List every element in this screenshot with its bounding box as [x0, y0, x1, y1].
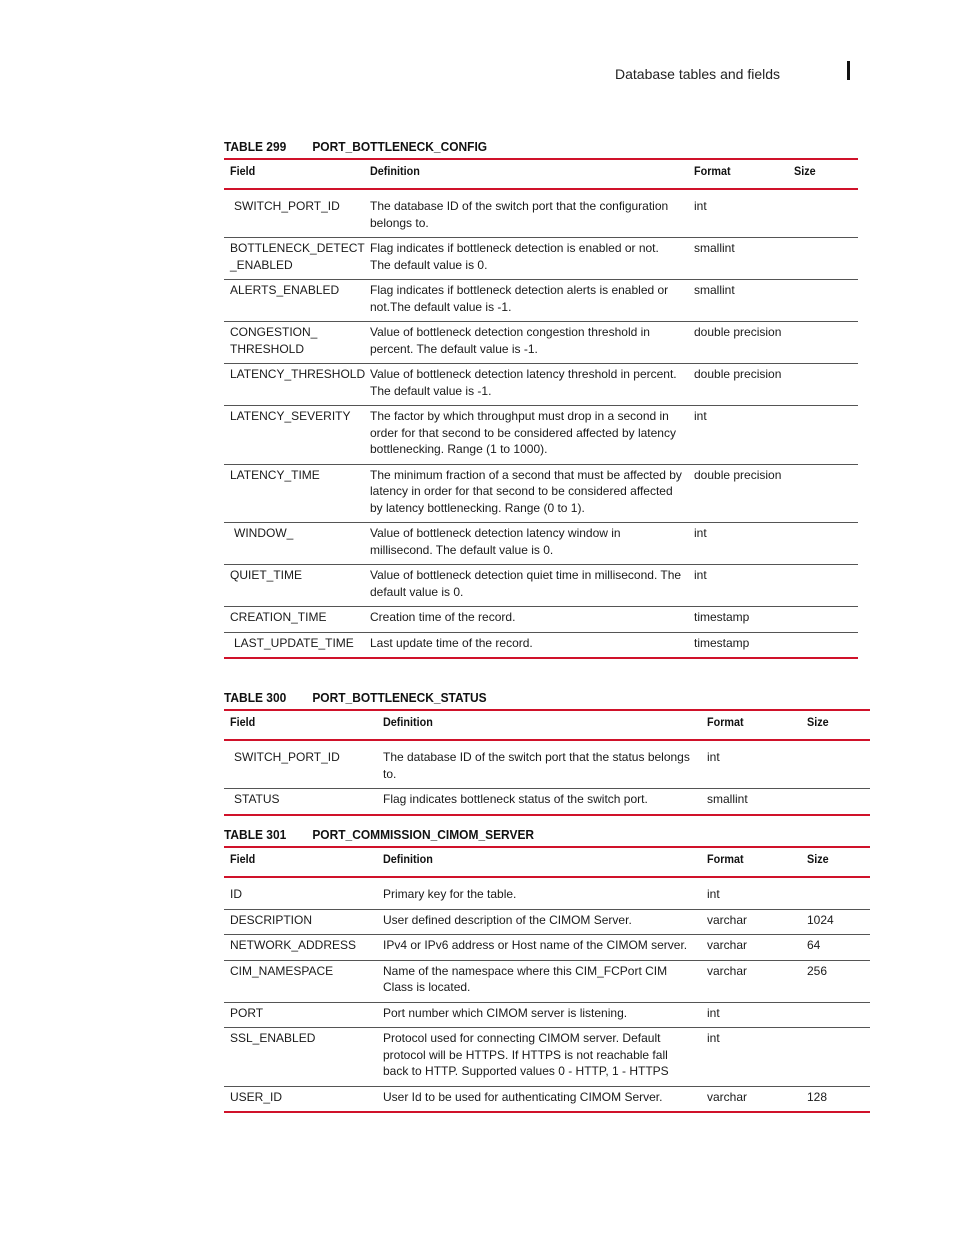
column-header-label: Format [694, 164, 731, 178]
cell-size [788, 607, 858, 633]
cell-field: BOTTLENECK_DETECT _ENABLED [224, 238, 364, 280]
cell-format: int [688, 523, 788, 565]
cell-definition: Name of the namespace where this CIM_FCPort CIM Class is located. [377, 960, 701, 1002]
cell-field: CREATION_TIME [224, 607, 364, 633]
column-header-label: Size [807, 852, 829, 866]
cell-definition: The database ID of the switch port that the status belongs to. [377, 740, 701, 789]
cell-format: double precision [688, 364, 788, 406]
cell-definition: Value of bottleneck detection latency threshold in percent. The default value is -1. [364, 364, 688, 406]
cell-format: int [701, 1028, 801, 1087]
cell-definition: IPv4 or IPv6 address or Host name of the CIMOM server. [377, 935, 701, 961]
table-row [224, 607, 858, 633]
cell-size [788, 322, 858, 364]
cell-format: int [701, 1002, 801, 1028]
column-header-label: Definition [370, 164, 420, 178]
table-row [224, 789, 870, 815]
cell-size [801, 740, 870, 789]
table-number: TABLE 301 [224, 827, 287, 842]
table-row [224, 280, 858, 322]
column-header-label: Size [807, 715, 829, 729]
cell-format: int [701, 877, 801, 909]
cell-size [801, 789, 870, 815]
table-row [224, 877, 870, 909]
column-header-definition [377, 847, 701, 877]
table-name: PORT_BOTTLENECK_STATUS [312, 690, 487, 705]
cell-size [788, 565, 858, 607]
cell-field: SWITCH_PORT_ID [224, 189, 364, 238]
table-caption [224, 827, 818, 841]
table-row [224, 565, 858, 607]
cell-field: ALERTS_ENABLED [224, 280, 364, 322]
column-header-label: Field [230, 852, 256, 866]
table-row [224, 322, 858, 364]
table-row [224, 632, 858, 658]
cell-definition: User Id to be used for authenticating CIMOM Server. [377, 1086, 701, 1112]
column-header-label: Format [707, 852, 744, 866]
table-row [224, 238, 858, 280]
table-row [224, 935, 870, 961]
cell-definition: Creation time of the record. [364, 607, 688, 633]
cell-field: LATENCY_THRESHOLD [224, 364, 364, 406]
cell-field: ID [224, 877, 377, 909]
cell-definition: Value of bottleneck detection latency window in millisecond. The default value is 0. [364, 523, 688, 565]
column-header-field [224, 847, 377, 877]
cell-size: 128 [801, 1086, 870, 1112]
cell-format: varchar [701, 1086, 801, 1112]
column-header-size [788, 159, 858, 189]
table-row [224, 1086, 870, 1112]
table-299-block [224, 139, 858, 659]
cell-field: LAST_UPDATE_TIME [224, 632, 364, 658]
table-300-block [224, 690, 870, 816]
cell-format: int [688, 189, 788, 238]
cell-definition: Value of bottleneck detection congestion threshold in percent. The default value is -1. [364, 322, 688, 364]
cell-format: int [688, 565, 788, 607]
table-number: TABLE 300 [224, 690, 287, 705]
cell-format: varchar [701, 909, 801, 935]
cell-definition: Value of bottleneck detection quiet time in millisecond. The default value is 0. [364, 565, 688, 607]
cell-size [788, 364, 858, 406]
column-header-format [701, 847, 801, 877]
cell-size: 1024 [801, 909, 870, 935]
cell-field: NETWORK_ADDRESS [224, 935, 377, 961]
cell-field: DESCRIPTION [224, 909, 377, 935]
cell-format: varchar [701, 960, 801, 1002]
cell-size [788, 523, 858, 565]
cell-format: smallint [688, 280, 788, 322]
cell-field: LATENCY_SEVERITY [224, 406, 364, 465]
cell-format: double precision [688, 322, 788, 364]
cell-format: double precision [688, 464, 788, 523]
cell-size [788, 189, 858, 238]
column-header-label: Definition [383, 715, 433, 729]
table-caption [224, 690, 818, 704]
cell-size [788, 238, 858, 280]
cell-definition: The minimum fraction of a second that must be affected by latency in order for that second to be considered affected by latency bottlenecking. Range (0 to 1). [364, 464, 688, 523]
cell-definition: Protocol used for connecting CIMOM server. Default protocol will be HTTPS. If HTTPS is not reachable fall back to HTTP. Supported values 0 - HTTP, 1 - HTTPS [377, 1028, 701, 1087]
table-301-block [224, 827, 870, 1113]
column-header-label: Definition [383, 852, 433, 866]
table-row [224, 464, 858, 523]
port-commission-cimom-server-table [224, 846, 870, 1113]
table-row [224, 960, 870, 1002]
cell-field: SSL_ENABLED [224, 1028, 377, 1087]
column-header-label: Format [707, 715, 744, 729]
table-row [224, 523, 858, 565]
table-caption [224, 139, 807, 153]
cell-format: int [701, 740, 801, 789]
cell-size [801, 1002, 870, 1028]
cell-definition: Primary key for the table. [377, 877, 701, 909]
column-header-size [801, 847, 870, 877]
table-name: PORT_COMMISSION_CIMOM_SERVER [312, 827, 535, 842]
cell-size [788, 464, 858, 523]
cell-format: smallint [688, 238, 788, 280]
cell-field: SWITCH_PORT_ID [224, 740, 377, 789]
header-marker-bar [847, 61, 850, 80]
cell-format: smallint [701, 789, 801, 815]
table-row [224, 740, 870, 789]
cell-definition: Flag indicates if bottleneck detection is enabled or not. The default value is 0. [364, 238, 688, 280]
cell-definition: User defined description of the CIMOM Server. [377, 909, 701, 935]
table-row [224, 1028, 870, 1087]
cell-format: timestamp [688, 632, 788, 658]
cell-size [801, 1028, 870, 1087]
cell-field: STATUS [224, 789, 377, 815]
cell-size: 64 [801, 935, 870, 961]
cell-format: timestamp [688, 607, 788, 633]
column-header-label: Size [794, 164, 816, 178]
table-row [224, 364, 858, 406]
column-header-definition [364, 159, 688, 189]
cell-size: 256 [801, 960, 870, 1002]
cell-definition: Flag indicates if bottleneck detection alerts is enabled or not.The default value is -1. [364, 280, 688, 322]
cell-definition: Port number which CIMOM server is listening. [377, 1002, 701, 1028]
cell-field: CONGESTION_ THRESHOLD [224, 322, 364, 364]
column-header-label: Field [230, 164, 256, 178]
cell-definition: Flag indicates bottleneck status of the switch port. [377, 789, 701, 815]
cell-field: PORT [224, 1002, 377, 1028]
table-number: TABLE 299 [224, 139, 287, 154]
cell-size [801, 877, 870, 909]
column-header-format [688, 159, 788, 189]
cell-size [788, 406, 858, 465]
column-header-field [224, 159, 364, 189]
cell-field: WINDOW_ [224, 523, 364, 565]
table-name: PORT_BOTTLENECK_CONFIG [312, 139, 488, 154]
port-bottleneck-config-table [224, 158, 858, 659]
cell-size [788, 280, 858, 322]
cell-definition: Last update time of the record. [364, 632, 688, 658]
cell-field: CIM_NAMESPACE [224, 960, 377, 1002]
page-header-title: Database tables and fields [615, 66, 780, 82]
table-row [224, 909, 870, 935]
column-header-format [701, 710, 801, 740]
column-header-definition [377, 710, 701, 740]
cell-field: LATENCY_TIME [224, 464, 364, 523]
column-header-field [224, 710, 377, 740]
table-row [224, 1002, 870, 1028]
cell-format: varchar [701, 935, 801, 961]
cell-field: USER_ID [224, 1086, 377, 1112]
cell-size [788, 632, 858, 658]
column-header-size [801, 710, 870, 740]
cell-field: QUIET_TIME [224, 565, 364, 607]
table-row [224, 189, 858, 238]
cell-definition: The database ID of the switch port that the configuration belongs to. [364, 189, 688, 238]
column-header-label: Field [230, 715, 256, 729]
table-row [224, 406, 858, 465]
port-bottleneck-status-table [224, 709, 870, 816]
cell-format: int [688, 406, 788, 465]
cell-definition: The factor by which throughput must drop in a second in order for that second to be considered affected by latency bottlenecking. Range (1 to 1000). [364, 406, 688, 465]
